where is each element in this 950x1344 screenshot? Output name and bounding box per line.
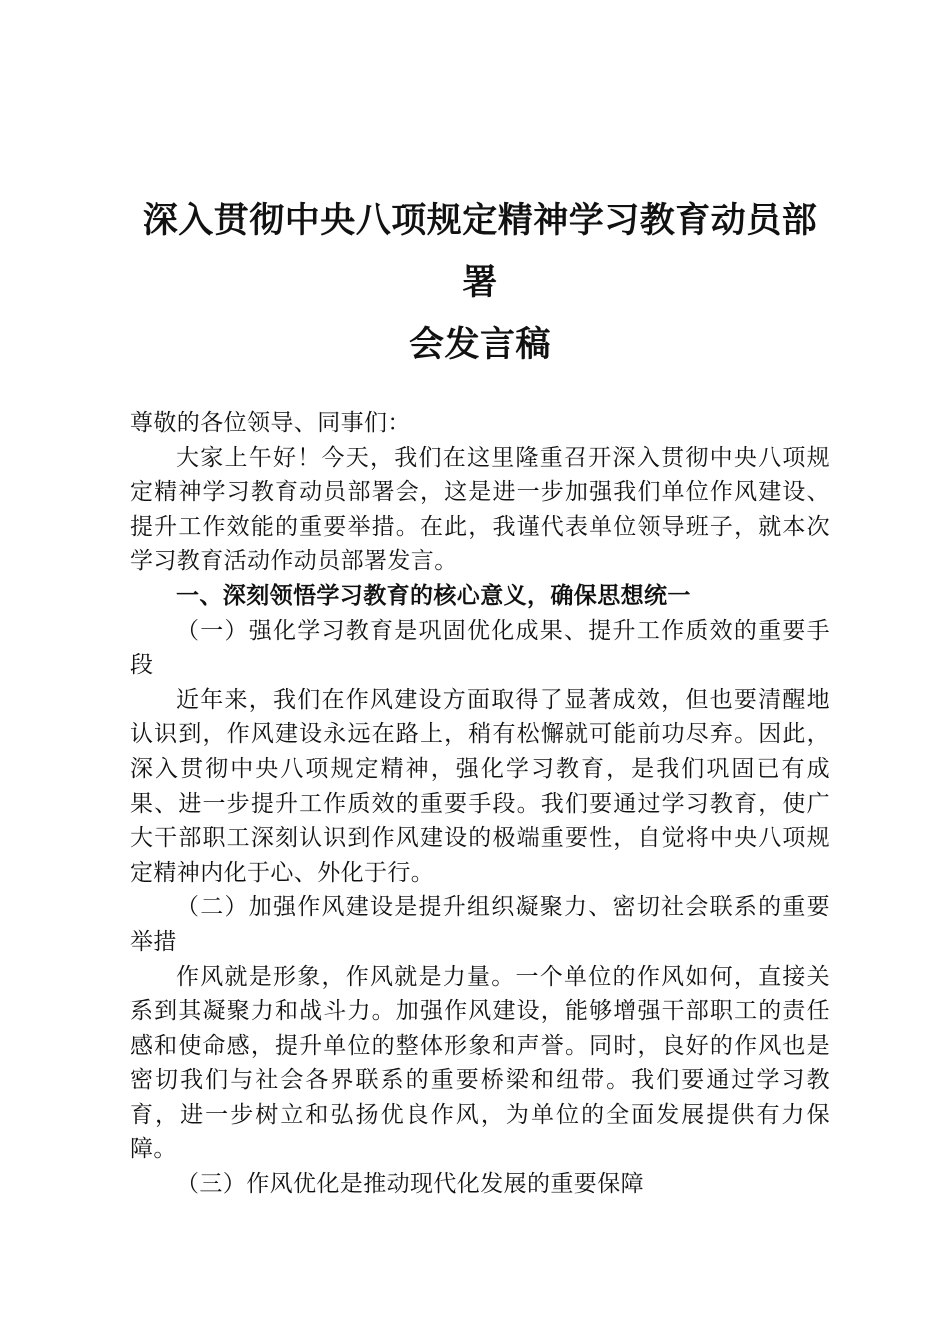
subsection-2-heading: （二）加强作风建设是提升组织凝聚力、密切社会联系的重要举措 — [130, 894, 830, 955]
title-line-1: 深入贯彻中央八项规定精神学习教育动员部署 — [142, 200, 818, 303]
section-1-heading: 一、深刻领悟学习教育的核心意义，确保思想统一 — [176, 582, 691, 609]
document-title — [130, 190, 830, 376]
subsection-2-body: 作风就是形象，作风就是力量。一个单位的作风如何，直接关系到其凝聚力和战斗力。加强作风建设，能够增强干部职工的责任感和使命感，提升单位的整体形象和声誉。同时，良好的作风也是密切我们与社会各界联系的重要桥梁和纽带。我们要通过学习教育，进一步树立和弘扬优良作风，为单位的全面发展提供有力保障。 — [130, 963, 830, 1163]
subsection-3-heading: （三）作风优化是推动现代化发展的重要保障 — [176, 1171, 644, 1198]
document-body — [130, 406, 830, 1202]
salutation: 尊敬的各位领导、同事们： — [130, 410, 411, 436]
document-page — [130, 190, 830, 1202]
subsection-1-body: 近年来，我们在作风建设方面取得了显著成效，但也要清醒地认识到，作风建设永远在路上，稍有松懈就可能前功尽弃。因此，深入贯彻中央八项规定精神，强化学习教育，是我们巩固已有成果、进一步提升工作质效的重要手段。我们要通过学习教育，使广大干部职工深刻认识到作风建设的极端重要性，自觉将中央八项规定精神内化于心、外化于行。 — [130, 686, 830, 886]
title-line-2: 会发言稿 — [408, 324, 551, 365]
intro-paragraph: 大家上午好！今天，我们在这里隆重召开深入贯彻中央八项规定精神学习教育动员部署会，这是进一步加强我们单位作风建设、提升工作效能的重要举措。在此，我谨代表单位领导班子，就本次学习教育活动作动员部署发言。 — [130, 444, 830, 575]
subsection-1-heading: （一）强化学习教育是巩固优化成果、提升工作质效的重要手段 — [130, 617, 830, 679]
